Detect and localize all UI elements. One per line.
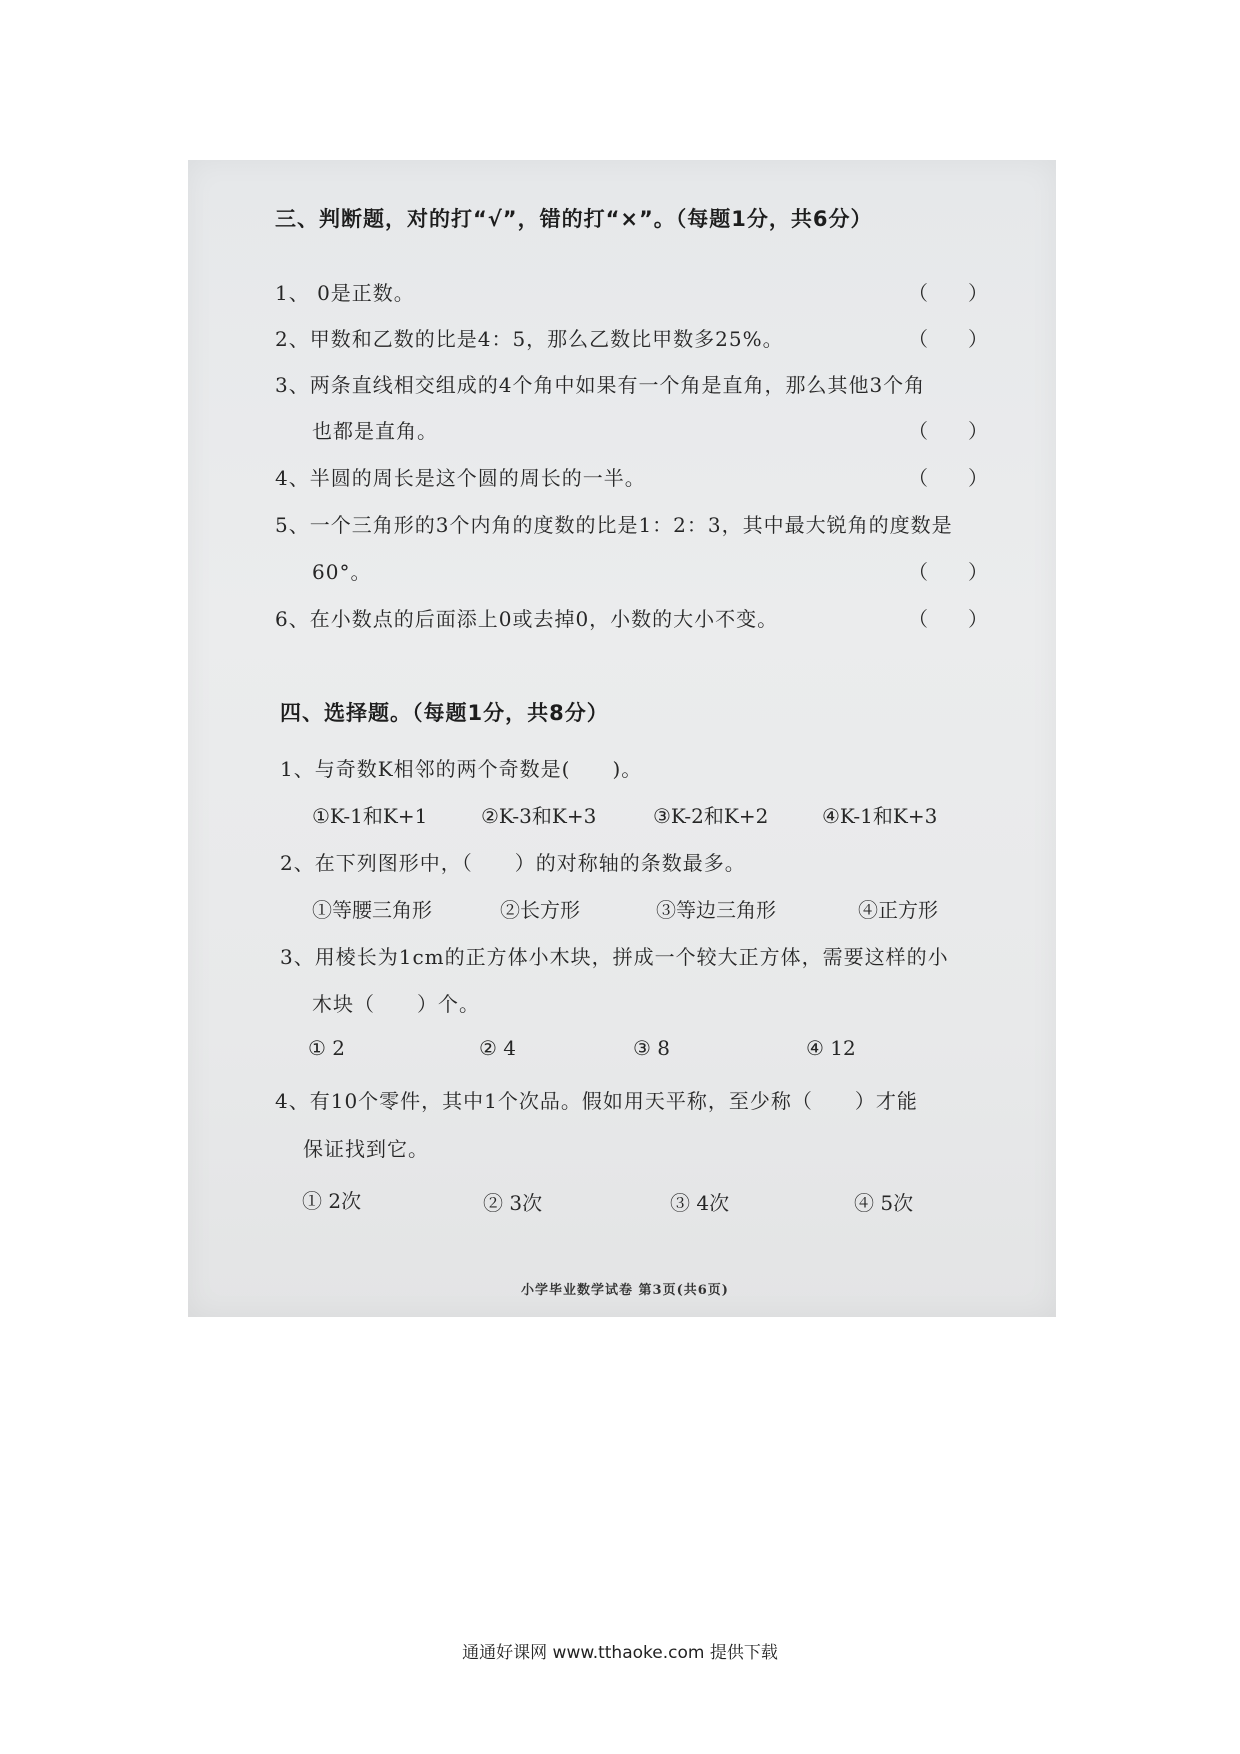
section-3-title: 三、判断题，对的打“√”，错的打“×”。（每题1分，共6分） <box>275 207 873 231</box>
judge-question-5-line1: 5、一个三角形的3个内角的度数的比是1：2：3，其中最大锐角的度数是 <box>275 513 953 537</box>
choice-question-1: 1、与奇数K相邻的两个奇数是( )。 <box>280 757 643 781</box>
choice-question-2: 2、在下列图形中，（ ）的对称轴的条数最多。 <box>280 851 746 875</box>
choice-question-3-line2: 木块（ ）个。 <box>312 992 480 1016</box>
choice-4-option-2[interactable]: ② 3次 <box>483 1191 543 1215</box>
download-watermark: 通通好课网 www.tthaoke.com 提供下载 <box>462 1643 778 1663</box>
choice-3-option-1[interactable]: ① 2 <box>308 1036 346 1060</box>
answer-blank-1[interactable]: （ ） <box>908 281 988 305</box>
answer-blank-5[interactable]: （ ） <box>908 560 988 584</box>
judge-question-3-line2: 也都是直角。 <box>312 419 438 443</box>
choice-4-option-4[interactable]: ④ 5次 <box>854 1191 914 1215</box>
choice-2-option-2[interactable]: ②长方形 <box>500 898 580 922</box>
answer-blank-2[interactable]: （ ） <box>908 327 988 351</box>
judge-question-3-line1: 3、两条直线相交组成的4个角中如果有一个角是直角，那么其他3个角 <box>275 373 926 397</box>
judge-question-6: 6、在小数点的后面添上0或去掉0，小数的大小不变。 <box>275 607 779 631</box>
judge-question-4: 4、半圆的周长是这个圆的周长的一半。 <box>275 466 646 490</box>
exam-photo <box>188 160 1056 1317</box>
choice-2-option-4[interactable]: ④正方形 <box>858 898 938 922</box>
choice-2-option-3[interactable]: ③等边三角形 <box>656 898 776 922</box>
choice-4-option-3[interactable]: ③ 4次 <box>670 1191 730 1215</box>
choice-question-4-line2: 保证找到它。 <box>303 1137 429 1161</box>
choice-question-3-line1: 3、用棱长为1cm的正方体小木块，拼成一个较大正方体，需要这样的小 <box>280 945 949 969</box>
choice-1-option-1[interactable]: ①K-1和K+1 <box>312 804 428 828</box>
choice-3-option-3[interactable]: ③ 8 <box>633 1036 671 1060</box>
answer-blank-6[interactable]: （ ） <box>908 607 988 631</box>
page-footer: 小学毕业数学试卷 第3页(共6页) <box>521 1283 729 1298</box>
choice-2-option-1[interactable]: ①等腰三角形 <box>312 898 432 922</box>
choice-1-option-3[interactable]: ③K-2和K+2 <box>653 804 769 828</box>
choice-1-option-2[interactable]: ②K-3和K+3 <box>481 804 597 828</box>
answer-blank-3[interactable]: （ ） <box>908 419 988 443</box>
choice-3-option-2[interactable]: ② 4 <box>479 1036 517 1060</box>
judge-question-5-line2: 60°。 <box>312 560 372 584</box>
choice-1-option-4[interactable]: ④K-1和K+3 <box>822 804 938 828</box>
judge-question-1: 1、 0是正数。 <box>275 281 415 305</box>
choice-4-option-1[interactable]: ① 2次 <box>302 1189 362 1213</box>
choice-question-4-line1: 4、有10个零件，其中1个次品。假如用天平称，至少称（ ）才能 <box>275 1089 918 1113</box>
section-4-title: 四、选择题。（每题1分，共8分） <box>280 701 609 725</box>
choice-3-option-4[interactable]: ④ 12 <box>806 1036 856 1060</box>
judge-question-2: 2、甲数和乙数的比是4：5，那么乙数比甲数多25%。 <box>275 327 784 351</box>
answer-blank-4[interactable]: （ ） <box>908 466 988 490</box>
